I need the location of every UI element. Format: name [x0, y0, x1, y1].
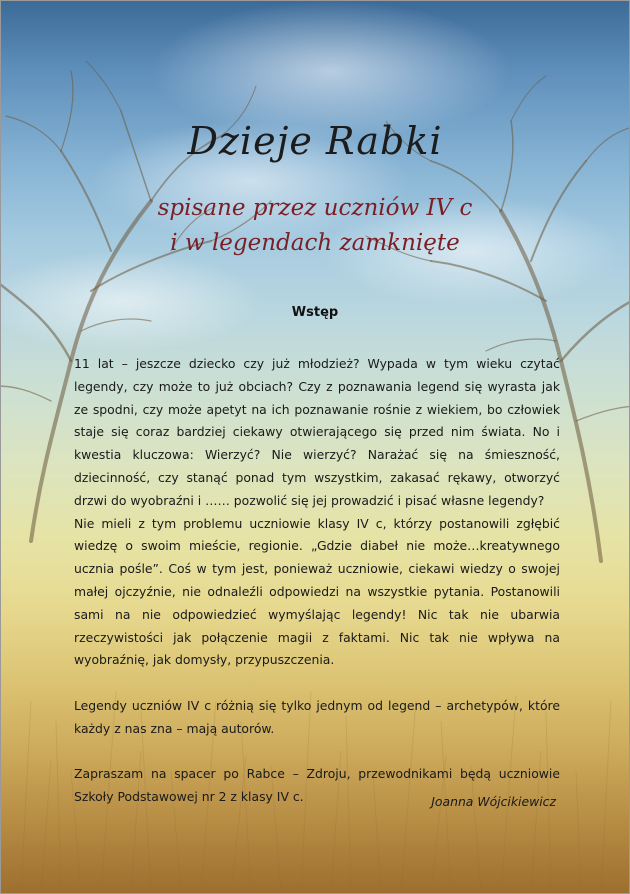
subtitle-line-2: i w legendach zamknięte: [170, 230, 460, 256]
document-title: Dzieje Rabki: [187, 119, 443, 163]
subtitle-line-1: spisane przez uczniów IV c: [157, 195, 473, 221]
paragraph-1: 11 lat – jeszcze dziecko czy już młodzież? Wypada w tym wieku czytać legendy, czy może to już obciach? Czy z poznawania legend się wyrasta jak ze spodni, czy może apetyt na ich poznawanie rośnie z wiekiem, bo człowiek staje się coraz bardziej ciekawy otwierającego się przed nim świata. No i kwestia kluczowa: Wierzyć? Nie wierzyć? Narażać się na śmieszność, dziecinność, czy stanąć ponad tym wszystkim, zakasać rękawy, otworzyć drzwi do wyobraźni i …… pozwolić się jej prowadzić i pisać własne legendy?: [74, 356, 560, 508]
author-signature: Joanna Wójcikiewicz: [431, 794, 556, 809]
paragraph-2: Nie mieli z tym problemu uczniowie klasy IV c, którzy postanowili zgłębić wiedzę o swoim mieście, regionie. „Gdzie diabeł nie może…kreatywnego ucznia pośle”. Coś w tym jest, ponieważ uczniowie, ciekawi wiedzy o swojej małej ojczyźnie, nie odnaleźli odpowiedzi na wszystkie pytania. Postanowili sami na nie odpowiedzieć wymyślając legendy! Nic tak nie ubarwia rzeczywistości jak połączenie magii z faktami. Nic tak nie wpływa na wyobraźnię, jak domysły, przypuszczenia.: [74, 515, 560, 668]
body-text: [74, 353, 560, 809]
section-heading: Wstęp: [291, 305, 339, 320]
clouds: [1, 1, 621, 351]
paragraph-3: Legendy uczniów IV c różnią się tylko jednym od legend – archetypów, które każdy z nas zna – mają autorów.: [74, 697, 560, 736]
paragraph-4: Zapraszam na spacer po Rabce – Zdroju, przewodnikami będą uczniowie Szkoły Podstawowej nr 2 z klasy IV c.: [74, 766, 560, 805]
